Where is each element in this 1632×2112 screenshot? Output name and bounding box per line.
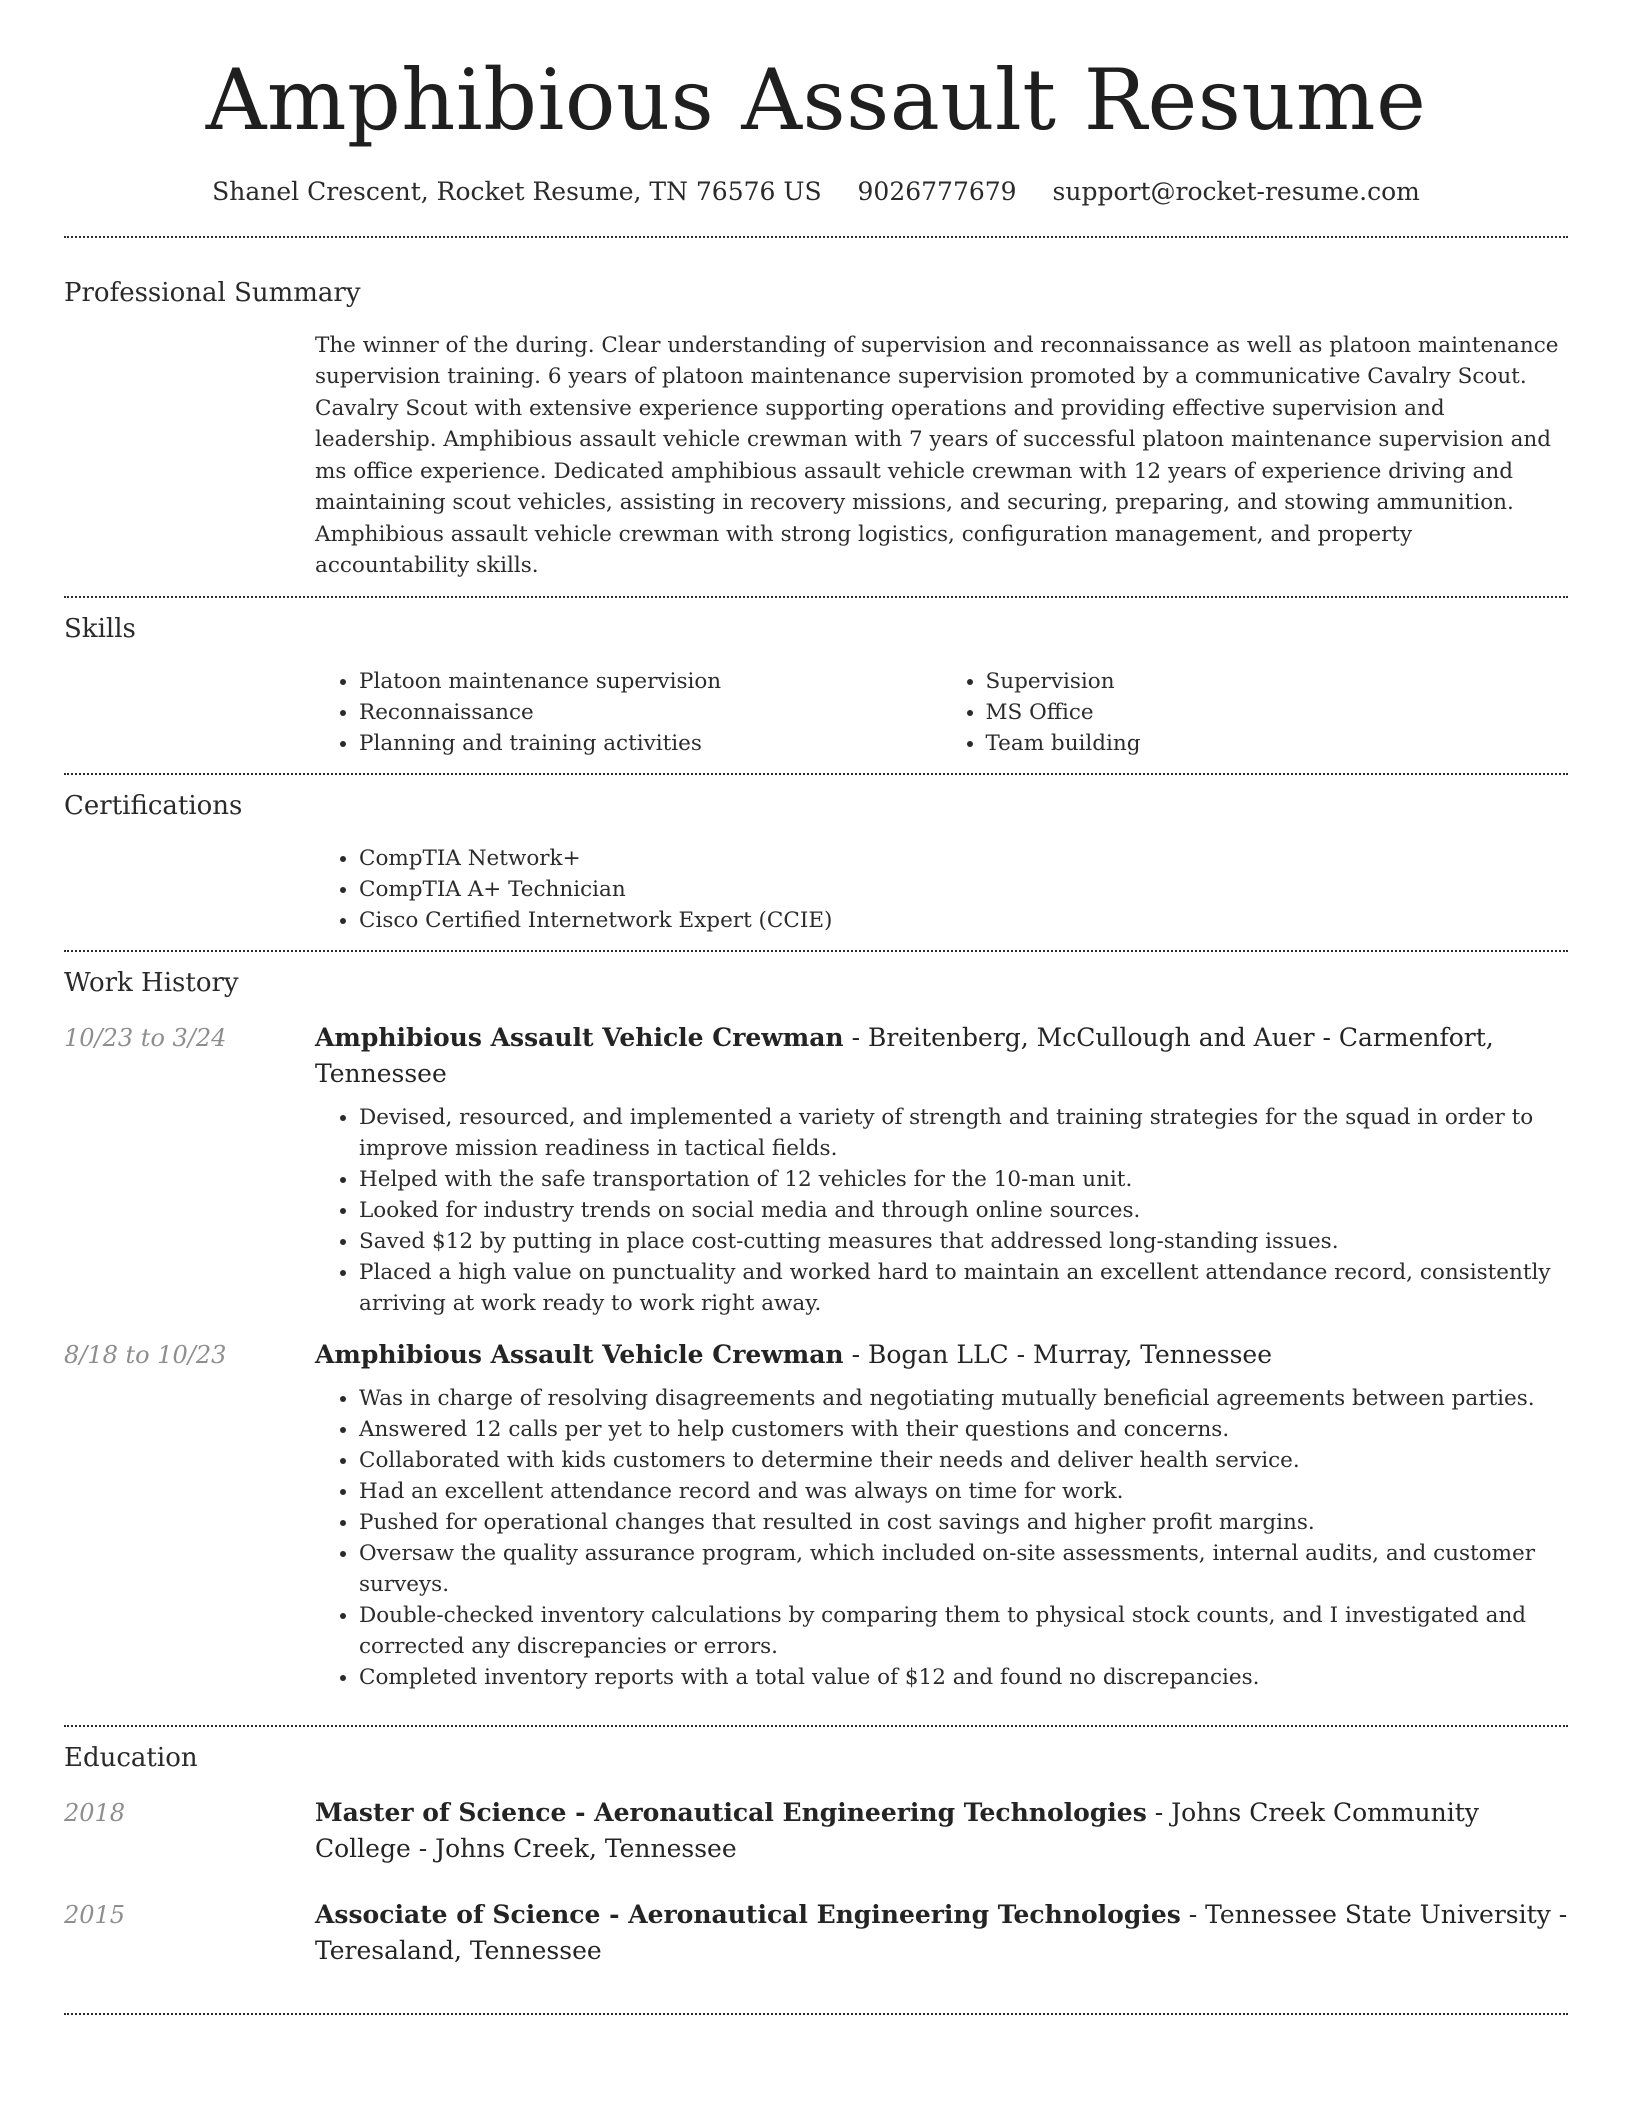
education-heading: Education	[64, 1742, 198, 1773]
job-entry	[64, 1020, 1568, 1319]
education-year: 2018	[64, 1798, 126, 1827]
skill-item: • Reconnaissance	[359, 697, 942, 728]
job-body	[315, 1337, 1568, 1693]
skill-item: • MS Office	[986, 697, 1569, 728]
job-bullet: • Was in charge of resolving disagreements and negotiating mutually beneficial agreements between parties.	[359, 1383, 1568, 1414]
education-year: 2015	[64, 1900, 126, 1929]
job-bullet: • Helped with the safe transportation of 12 vehicles for the 10-man unit.	[359, 1164, 1568, 1195]
skill-item: • Planning and training activities	[359, 728, 942, 759]
certifications-list	[315, 843, 1568, 936]
education-school: - Tennessee State University - Teresaland, Tennessee	[315, 1899, 1568, 1965]
education-entry	[64, 1897, 1568, 1969]
education-school: - Johns Creek Community College - Johns Creek, Tennessee	[315, 1797, 1479, 1863]
work-section	[64, 952, 1568, 1725]
job-bullet: • Answered 12 calls per yet to help customers with their questions and concerns.	[359, 1414, 1568, 1445]
job-bullets	[315, 1102, 1568, 1319]
job-body	[315, 1020, 1568, 1319]
contact-line	[64, 177, 1568, 206]
skills-column-1	[315, 666, 942, 759]
job-bullet: • Pushed for operational changes that resulted in cost savings and higher profit margins.	[359, 1507, 1568, 1538]
certification-item: • Cisco Certified Internetwork Expert (CCIE)	[359, 905, 1568, 936]
education-section	[64, 1727, 1568, 2013]
summary-text: The winner of the during. Clear understanding of supervision and reconnaissance as well as platoon maintenance supervision training. 6 years of platoon maintenance supervision promoted by a communicative Cavalry Scout. Cavalry Scout with extensive experience supporting operations and providing effective supervision and leadership. Amphibious assault vehicle crewman with 7 years of successful platoon maintenance supervision and ms office experience. Dedicated amphibious assault vehicle crewman with 12 years of experience driving and maintaining scout vehicles, assisting in recovery missions, and securing, preparing, and stowing ammunition. Amphibious assault vehicle crewman with strong logistics, configuration management, and property accountability skills.	[315, 332, 1559, 579]
education-degree: Master of Science - Aeronautical Engineering Technologies	[315, 1797, 1147, 1827]
job-bullets	[315, 1383, 1568, 1693]
education-divider	[64, 2013, 1568, 2015]
job-employer: - Bogan LLC - Murray, Tennessee	[843, 1339, 1272, 1369]
certifications-heading: Certifications	[64, 790, 243, 821]
job-heading	[315, 1337, 1568, 1373]
summary-heading: Professional Summary	[64, 277, 361, 308]
education-degree: Associate of Science - Aeronautical Engineering Technologies	[315, 1899, 1181, 1929]
education-entry	[64, 1795, 1568, 1867]
job-bullet: • Placed a high value on punctuality and worked hard to maintain an excellent attendance record, consistently arriving at work ready to work right away.	[359, 1257, 1568, 1319]
education-details	[315, 1795, 1568, 1867]
job-heading	[315, 1020, 1568, 1092]
certifications-list-wrap	[315, 843, 1568, 936]
skill-item: • Supervision	[986, 666, 1569, 697]
job-bullet: • Completed inventory reports with a total value of $12 and found no discrepancies.	[359, 1662, 1568, 1693]
job-bullet: • Devised, resourced, and implemented a variety of strength and training strategies for the squad in order to improve mission readiness in tactical fields.	[359, 1102, 1568, 1164]
job-bullet: • Saved $12 by putting in place cost-cutting measures that addressed long-standing issues.	[359, 1226, 1568, 1257]
contact-address: Shanel Crescent, Rocket Resume, TN 76576 US	[212, 176, 822, 206]
resume-title: Amphibious Assault Resume	[205, 51, 1427, 149]
certifications-section	[64, 775, 1568, 950]
work-heading: Work History	[64, 967, 239, 998]
job-dates: 10/23 to 3/24	[64, 1023, 227, 1052]
job-bullet: • Double-checked inventory calculations by comparing them to physical stock counts, and I investigated and corrected any discrepancies or errors.	[359, 1600, 1568, 1662]
skill-item: • Platoon maintenance supervision	[359, 666, 942, 697]
education-details	[315, 1897, 1568, 1969]
job-entry	[64, 1337, 1568, 1693]
certification-item: • CompTIA Network+	[359, 843, 1568, 874]
job-bullet: • Had an excellent attendance record and was always on time for work.	[359, 1476, 1568, 1507]
contact-email: support@rocket-resume.com	[1052, 176, 1420, 206]
skills-grid	[315, 666, 1568, 759]
contact-phone: 9026777679	[857, 176, 1017, 206]
summary-section	[64, 238, 1568, 596]
skill-item: • Team building	[986, 728, 1569, 759]
skills-section	[64, 598, 1568, 773]
skills-heading: Skills	[64, 613, 136, 644]
job-role: Amphibious Assault Vehicle Crewman	[315, 1339, 844, 1369]
job-employer: - Breitenberg, McCullough and Auer - Carmenfort, Tennessee	[315, 1022, 1494, 1088]
job-bullet: • Looked for industry trends on social media and through online sources.	[359, 1195, 1568, 1226]
certification-item: • CompTIA A+ Technician	[359, 874, 1568, 905]
job-bullet: • Collaborated with kids customers to determine their needs and deliver health service.	[359, 1445, 1568, 1476]
job-dates: 8/18 to 10/23	[64, 1340, 227, 1369]
job-bullet: • Oversaw the quality assurance program, which included on-site assessments, internal audits, and customer surveys.	[359, 1538, 1568, 1600]
skills-column-2	[942, 666, 1569, 759]
job-role: Amphibious Assault Vehicle Crewman	[315, 1022, 844, 1052]
